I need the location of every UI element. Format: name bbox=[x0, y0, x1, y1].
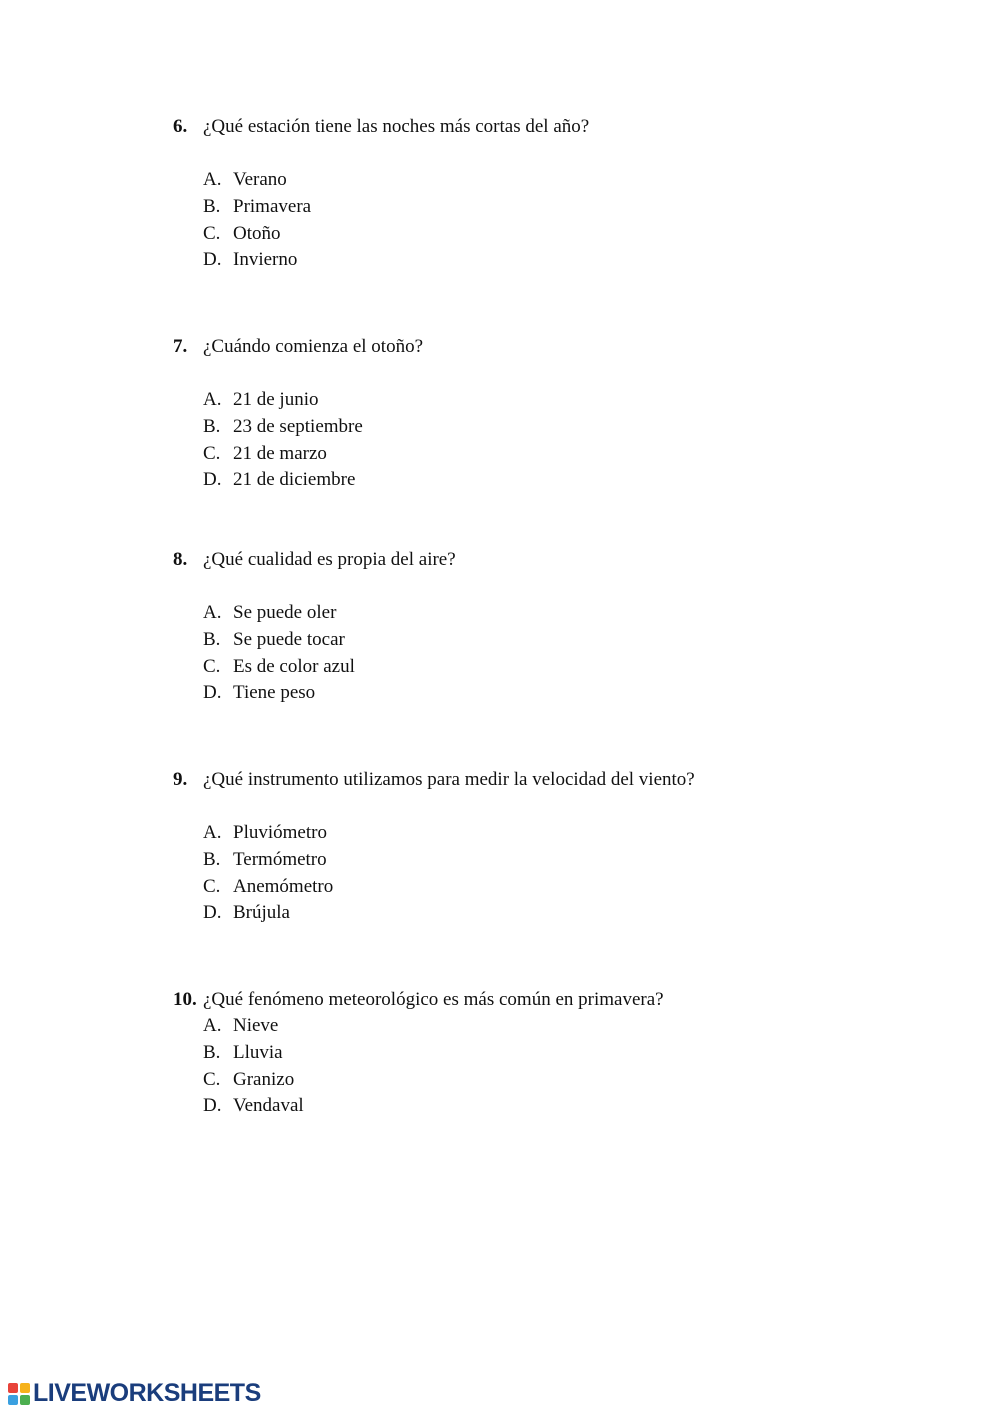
option-letter: A. bbox=[203, 169, 222, 190]
option-text: Otoño bbox=[233, 222, 281, 244]
option-d[interactable] bbox=[203, 247, 963, 274]
option-d[interactable] bbox=[203, 680, 963, 707]
question-7-text: ¿Cuándo comienza el otoño? bbox=[203, 336, 424, 357]
option-b[interactable] bbox=[203, 414, 963, 441]
question-8 bbox=[173, 547, 933, 707]
question-9 bbox=[173, 767, 933, 927]
question-10 bbox=[173, 987, 933, 1120]
question-6-heading bbox=[173, 114, 933, 140]
option-a[interactable] bbox=[203, 387, 963, 414]
option-text: Se puede oler bbox=[233, 602, 337, 623]
logo-square-blue bbox=[8, 1395, 18, 1405]
option-text: Invierno bbox=[233, 249, 298, 271]
logo-square-red bbox=[8, 1383, 18, 1393]
option-letter: D. bbox=[203, 682, 222, 704]
logo-square-yellow bbox=[20, 1383, 30, 1393]
option-letter: B. bbox=[203, 195, 221, 217]
option-a[interactable] bbox=[203, 167, 963, 194]
option-letter: D. bbox=[203, 469, 222, 491]
option-text: 23 de septiembre bbox=[233, 415, 363, 437]
question-6-text: ¿Qué estación tiene las noches más cortas del año? bbox=[203, 116, 590, 137]
option-text: Vendaval bbox=[233, 1095, 304, 1117]
option-letter: A. bbox=[203, 602, 222, 623]
option-c[interactable] bbox=[203, 1067, 963, 1094]
option-letter: A. bbox=[203, 389, 222, 410]
question-6-number: 6. bbox=[173, 116, 188, 137]
option-b[interactable] bbox=[203, 194, 963, 221]
option-letter: B. bbox=[203, 848, 221, 870]
option-a[interactable] bbox=[203, 1013, 963, 1040]
option-c[interactable] bbox=[203, 654, 963, 681]
option-d[interactable] bbox=[203, 467, 963, 494]
option-letter: C. bbox=[203, 655, 221, 677]
option-text: Tiene peso bbox=[233, 682, 316, 704]
option-c[interactable] bbox=[203, 874, 963, 901]
option-text: Es de color azul bbox=[233, 655, 355, 677]
question-6-options bbox=[203, 167, 963, 274]
option-a[interactable] bbox=[203, 600, 963, 627]
option-text: Termómetro bbox=[233, 848, 327, 870]
option-letter: C. bbox=[203, 442, 221, 464]
option-text: 21 de marzo bbox=[233, 442, 327, 464]
option-b[interactable] bbox=[203, 847, 963, 874]
option-text: 21 de diciembre bbox=[233, 469, 356, 491]
question-8-text: ¿Qué cualidad es propia del aire? bbox=[203, 549, 456, 570]
liveworksheets-logo-icon bbox=[8, 1383, 30, 1405]
option-letter: D. bbox=[203, 249, 222, 271]
option-text: Brújula bbox=[233, 902, 290, 924]
option-b[interactable] bbox=[203, 1040, 963, 1067]
option-d[interactable] bbox=[203, 900, 963, 927]
option-d[interactable] bbox=[203, 1093, 963, 1120]
option-letter: B. bbox=[203, 1041, 221, 1063]
option-text: Lluvia bbox=[233, 1041, 283, 1063]
logo-text: LIVEWORKSHEETS bbox=[33, 1379, 261, 1407]
question-7-heading bbox=[173, 334, 933, 360]
question-10-text: ¿Qué fenómeno meteorológico es más común en primavera? bbox=[203, 989, 664, 1010]
question-7-number: 7. bbox=[173, 336, 188, 357]
option-a[interactable] bbox=[203, 820, 963, 847]
question-9-heading bbox=[173, 767, 933, 793]
question-9-text: ¿Qué instrumento utilizamos para medir la velocidad del viento? bbox=[203, 769, 695, 790]
option-letter: C. bbox=[203, 875, 221, 897]
option-letter: D. bbox=[203, 1095, 222, 1117]
option-letter: B. bbox=[203, 628, 221, 650]
option-text: Anemómetro bbox=[233, 875, 334, 897]
option-text: 21 de junio bbox=[233, 389, 319, 410]
question-9-number: 9. bbox=[173, 769, 188, 790]
option-letter: A. bbox=[203, 1015, 222, 1036]
question-8-number: 8. bbox=[173, 549, 188, 570]
question-8-options bbox=[203, 600, 963, 707]
option-text: Verano bbox=[233, 169, 287, 190]
option-text: Nieve bbox=[233, 1015, 279, 1036]
option-text: Granizo bbox=[233, 1068, 295, 1090]
option-letter: B. bbox=[203, 415, 221, 437]
option-c[interactable] bbox=[203, 221, 963, 248]
option-text: Pluviómetro bbox=[233, 822, 327, 843]
option-c[interactable] bbox=[203, 441, 963, 468]
option-letter: D. bbox=[203, 902, 222, 924]
option-text: Primavera bbox=[233, 195, 312, 217]
liveworksheets-logo bbox=[8, 1379, 261, 1408]
question-10-number: 10. bbox=[173, 989, 197, 1010]
question-7 bbox=[173, 334, 933, 494]
question-8-heading bbox=[173, 547, 933, 573]
option-text: Se puede tocar bbox=[233, 628, 345, 650]
question-10-options bbox=[203, 1013, 963, 1120]
question-10-heading bbox=[173, 987, 933, 1013]
question-6 bbox=[173, 114, 933, 274]
option-letter: C. bbox=[203, 222, 221, 244]
option-letter: C. bbox=[203, 1068, 221, 1090]
question-7-options bbox=[203, 387, 963, 494]
option-b[interactable] bbox=[203, 627, 963, 654]
option-letter: A. bbox=[203, 822, 222, 843]
question-9-options bbox=[203, 820, 963, 927]
logo-square-green bbox=[20, 1395, 30, 1405]
